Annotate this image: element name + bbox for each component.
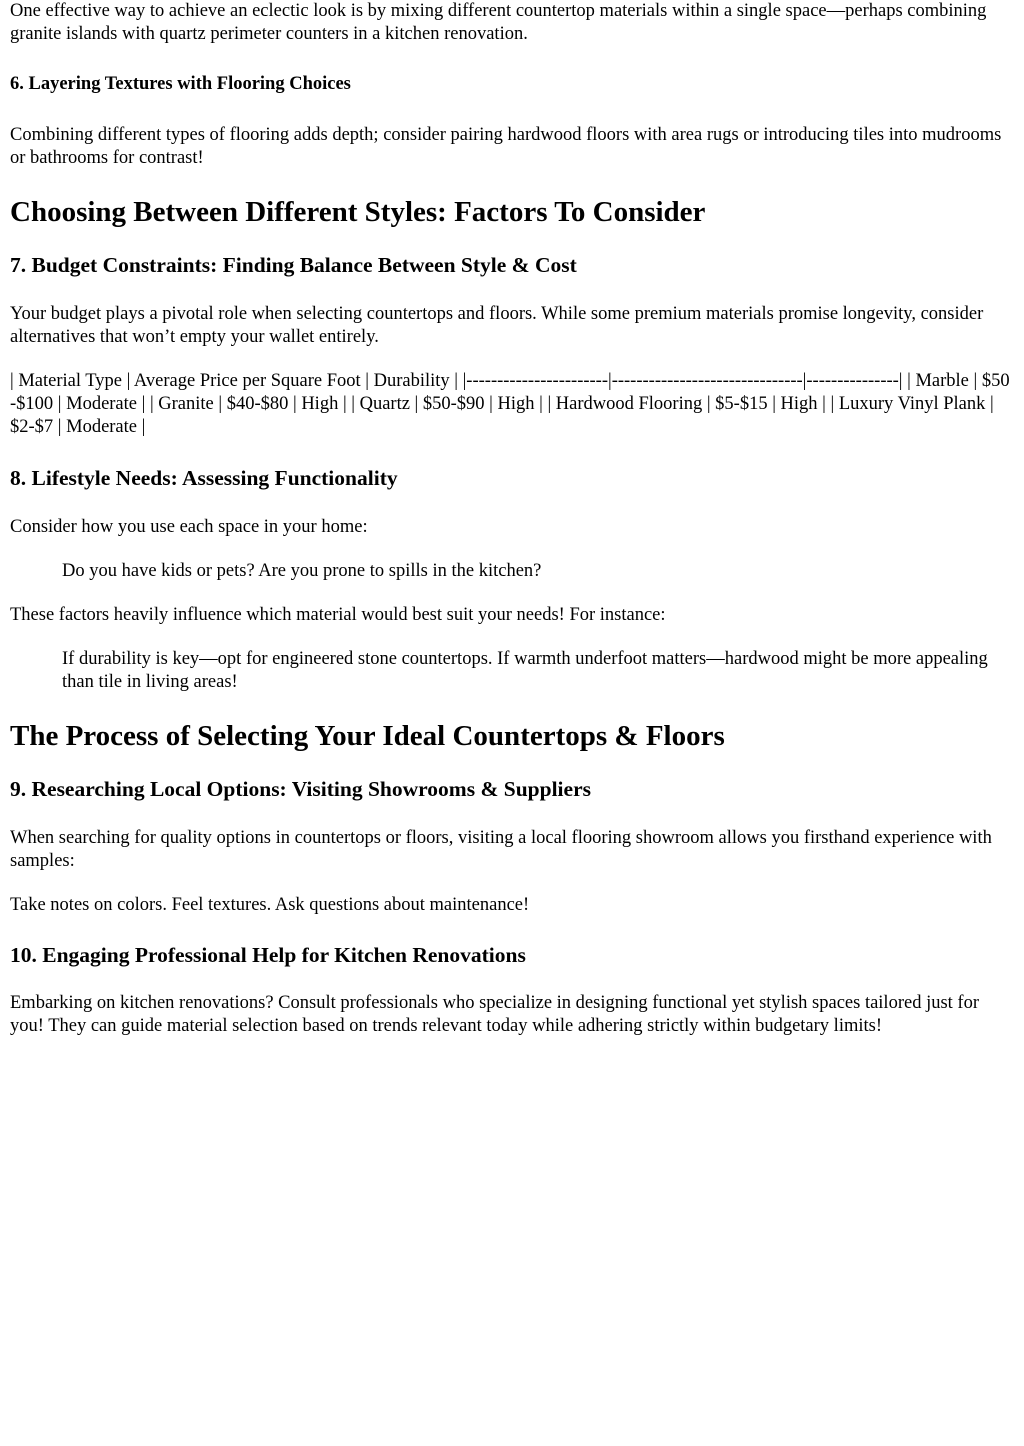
material-price-table-text: | Material Type | Average Price per Square Foot | Durability | |-----------------------|-------------------------------|---------------| | Marble | $50-$100 | Moderate | | Granite | $40-$80 | High | | Quartz | $50-$90 | High | | Hardwood Flooring | $5-$15 | High | | Luxury Vinyl Plank | $2-$7 | Moderate | xyxy=(10,371,1010,437)
heading-8-lifestyle-needs: 8. Lifestyle Needs: Assessing Functionality xyxy=(10,466,398,490)
heading-10-professional-help: 10. Engaging Professional Help for Kitchen Renovations xyxy=(10,943,526,967)
blockquote-durability xyxy=(62,648,1014,694)
heading-9-researching-local-options: 9. Researching Local Options: Visiting Showrooms & Suppliers xyxy=(10,777,591,801)
section-heading-selection-process: The Process of Selecting Your Ideal Countertops & Floors xyxy=(10,720,725,752)
blockquote-kids-pets xyxy=(62,560,1014,583)
section-heading-choosing-styles: Choosing Between Different Styles: Factors To Consider xyxy=(10,196,706,228)
intro-paragraph: One effective way to achieve an eclectic look is by mixing different countertop materials within a single space—perhaps combining granite islands with quartz perimeter counters in a kitchen renovation. xyxy=(10,1,987,44)
paragraph-10: Embarking on kitchen renovations? Consult professionals who specialize in designing functional yet stylish spaces tailored just for you! They can guide material selection based on trends relevant today while adhering strictly within budgetary limits! xyxy=(10,993,979,1036)
paragraph-8: Consider how you use each space in your home: xyxy=(10,517,368,537)
heading-6-layering-textures: 6. Layering Textures with Flooring Choices xyxy=(10,74,351,94)
paragraph-7: Your budget plays a pivotal role when selecting countertops and floors. While some premium materials promise longevity, consider alternatives that won’t empty your wallet entirely. xyxy=(10,304,984,347)
paragraph-6: Combining different types of flooring adds depth; consider pairing hardwood floors with area rugs or introducing tiles into mudrooms or bathrooms for contrast! xyxy=(10,125,1002,168)
paragraph-9: When searching for quality options in countertops or floors, visiting a local flooring showroom allows you firsthand experience with samples: xyxy=(10,828,992,871)
blockquote-kids-pets-text: Do you have kids or pets? Are you prone to spills in the kitchen? xyxy=(62,561,542,581)
heading-7-budget-constraints: 7. Budget Constraints: Finding Balance Between Style & Cost xyxy=(10,253,577,277)
paragraph-9b: Take notes on colors. Feel textures. Ask questions about maintenance! xyxy=(10,895,530,915)
paragraph-8b: These factors heavily influence which material would best suit your needs! For instance: xyxy=(10,605,666,625)
blockquote-durability-text: If durability is key—opt for engineered stone countertops. If warmth underfoot matters—hardwood might be more appealing than tile in living areas! xyxy=(62,649,988,692)
